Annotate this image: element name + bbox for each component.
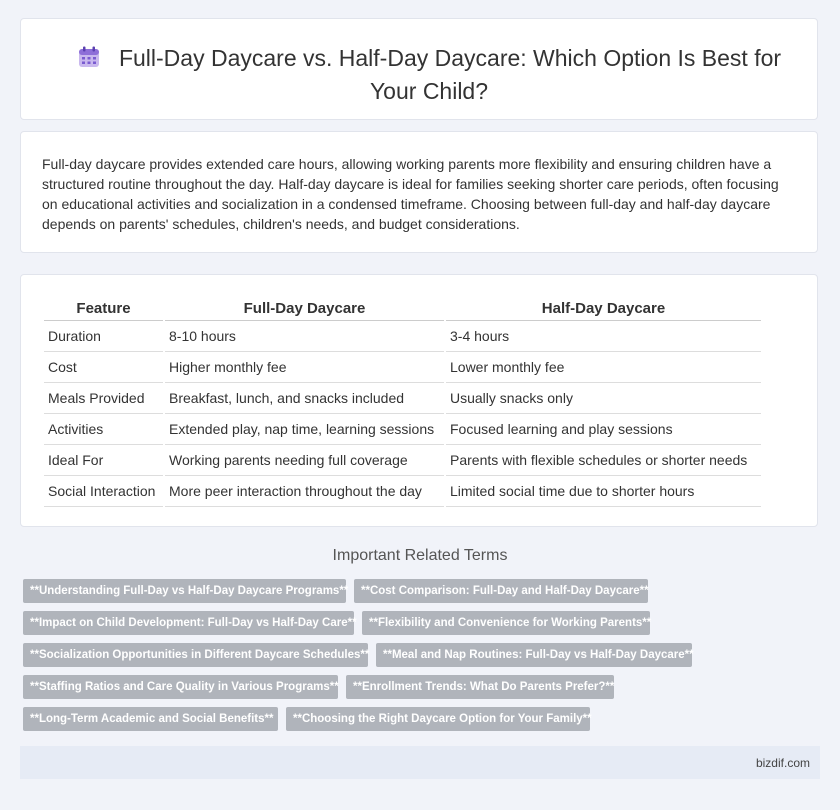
cell-feature: Ideal For [44, 445, 163, 476]
related-term-tag[interactable]: **Understanding Full-Day vs Half-Day Daycare Programs** [23, 579, 346, 603]
page-title-wrap [61, 43, 797, 106]
related-term-tag[interactable]: **Flexibility and Convenience for Working Parents** [362, 611, 650, 635]
cell-feature: Duration [44, 321, 163, 352]
header-feature: Feature [44, 296, 163, 321]
comparison-card [20, 274, 818, 527]
related-term-tag[interactable]: **Long-Term Academic and Social Benefits** [23, 707, 278, 731]
related-term-tag[interactable]: **Enrollment Trends: What Do Parents Prefer?** [346, 675, 614, 699]
related-term-tag[interactable]: **Impact on Child Development: Full-Day vs Half-Day Care** [23, 611, 354, 635]
cell-feature: Cost [44, 352, 163, 383]
table-row [44, 476, 761, 507]
related-term-tag[interactable]: **Staffing Ratios and Care Quality in Various Programs** [23, 675, 338, 699]
table-row [44, 321, 761, 352]
related-term-tag[interactable]: **Cost Comparison: Full-Day and Half-Day Daycare** [354, 579, 648, 603]
table-header-row [44, 296, 761, 321]
related-term-tag[interactable]: **Meal and Nap Routines: Full-Day vs Half-Day Daycare** [376, 643, 692, 667]
header-full-day: Full-Day Daycare [165, 296, 444, 321]
table-row [44, 445, 761, 476]
intro-paragraph: Full-day daycare provides extended care hours, allowing working parents more flexibility and ensuring children have a structured routine throughout the day. Half-day daycare is ideal for families seeking shorter care periods, often focusing on educational activities and socialization in a condensed timeframe. Choosing between full-day and half-day daycare depends on parents' schedules, children's needs, and budget considerations. [42, 156, 779, 232]
related-terms-heading: Important Related Terms [332, 547, 508, 564]
comparison-table [42, 296, 763, 507]
cell-full-day: Extended play, nap time, learning sessions [165, 414, 444, 445]
cell-half-day: Lower monthly fee [446, 352, 761, 383]
table-row [44, 352, 761, 383]
related-term-tag[interactable]: **Choosing the Right Daycare Option for Your Family** [286, 707, 590, 731]
cell-full-day: 8-10 hours [165, 321, 444, 352]
cell-full-day: Working parents needing full coverage [165, 445, 444, 476]
table-row [44, 383, 761, 414]
header-half-day: Half-Day Daycare [446, 296, 761, 321]
cell-half-day: Usually snacks only [446, 383, 761, 414]
title-card [20, 18, 818, 120]
intro-card [20, 131, 818, 253]
cell-half-day: Focused learning and play sessions [446, 414, 761, 445]
calendar-icon [77, 45, 101, 76]
cell-feature: Social Interaction [44, 476, 163, 507]
cell-half-day: 3-4 hours [446, 321, 761, 352]
cell-full-day: Breakfast, lunch, and snacks included [165, 383, 444, 414]
footer-site-link[interactable]: bizdif.com [755, 756, 810, 770]
related-term-tag[interactable]: **Socialization Opportunities in Different Daycare Schedules** [23, 643, 368, 667]
footer [20, 746, 820, 779]
cell-feature: Meals Provided [44, 383, 163, 414]
page-title: Full-Day Daycare vs. Half-Day Daycare: Which Option Is Best for Your Child? [118, 45, 782, 104]
cell-half-day: Parents with flexible schedules or shorter needs [446, 445, 761, 476]
table-row [44, 414, 761, 445]
cell-half-day: Limited social time due to shorter hours [446, 476, 761, 507]
cell-full-day: Higher monthly fee [165, 352, 444, 383]
cell-full-day: More peer interaction throughout the day [165, 476, 444, 507]
cell-feature: Activities [44, 414, 163, 445]
